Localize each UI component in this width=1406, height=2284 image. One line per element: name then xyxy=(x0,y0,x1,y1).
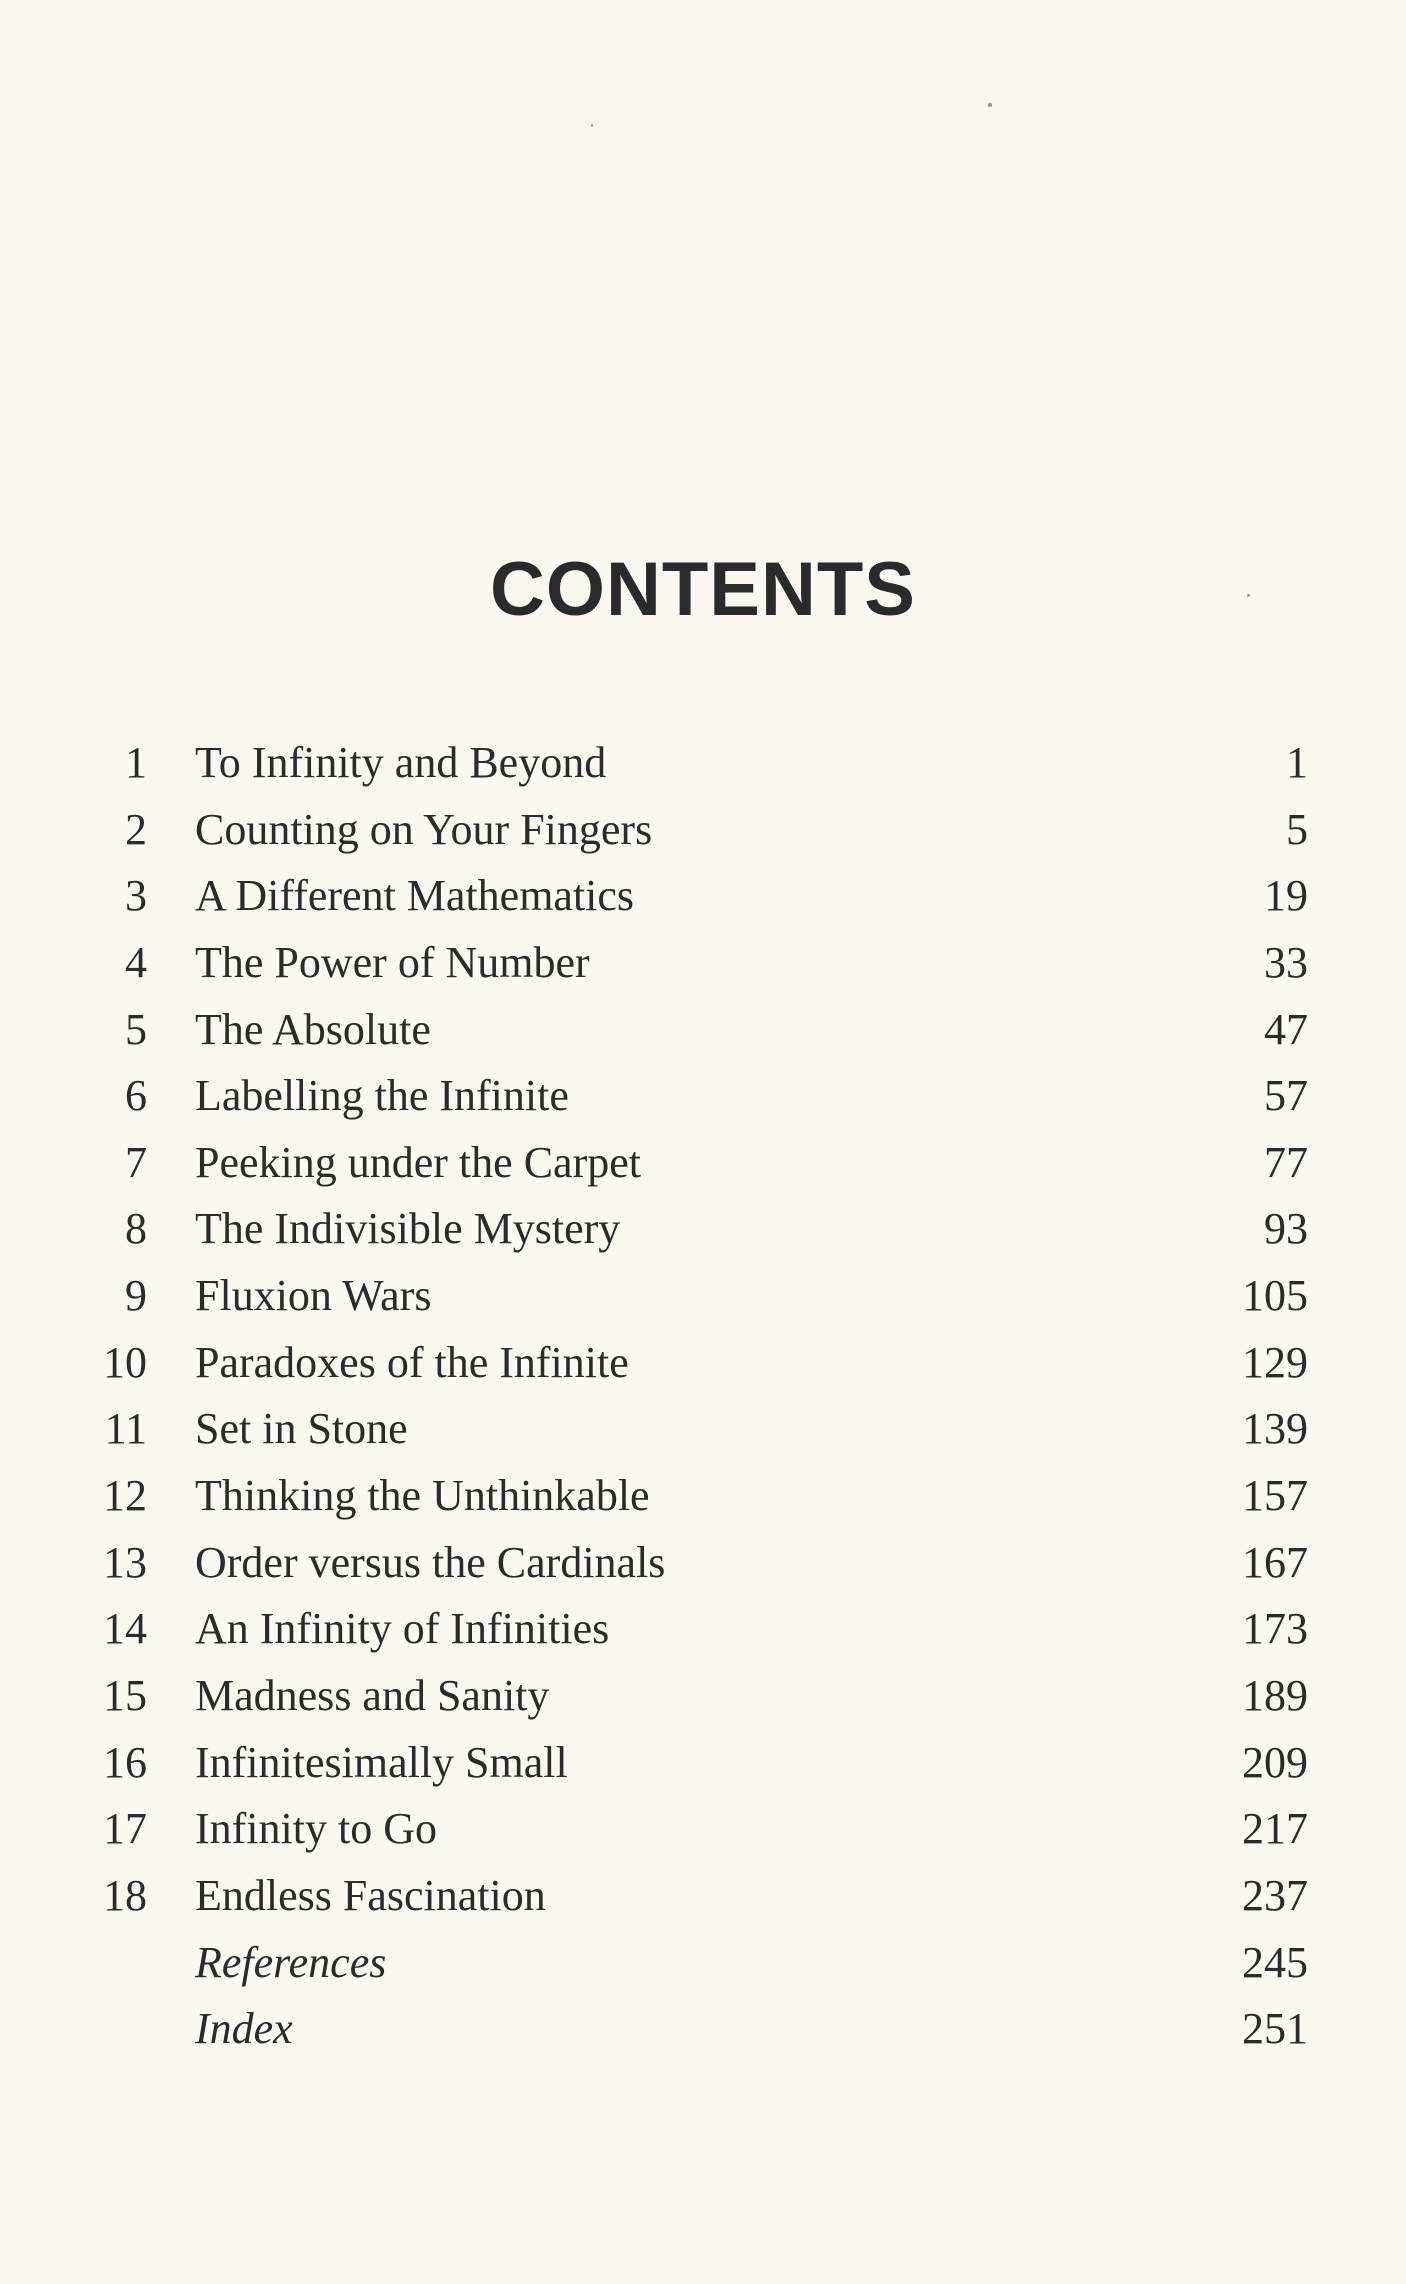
toc-entry xyxy=(0,1863,1406,1930)
page-number: 33 xyxy=(1264,937,1308,987)
chapter-title: Peeking under the Carpet xyxy=(195,1137,641,1187)
chapter-number: 8 xyxy=(125,1204,147,1254)
chapter-number: 13 xyxy=(103,1537,147,1587)
page-number: 173 xyxy=(1242,1604,1308,1654)
toc-entry xyxy=(0,1996,1406,2063)
paper-speck xyxy=(591,124,593,127)
page-number: 245 xyxy=(1242,1937,1308,1987)
toc-entry xyxy=(0,930,1406,997)
toc-entry xyxy=(0,997,1406,1064)
chapter-number: 12 xyxy=(103,1471,147,1521)
chapter-title: Endless Fascination xyxy=(195,1870,546,1920)
chapter-number: 18 xyxy=(103,1870,147,1920)
chapter-title: Labelling the Infinite xyxy=(195,1071,569,1121)
chapter-title: Fluxion Wars xyxy=(195,1271,432,1321)
table-of-contents xyxy=(0,730,1406,2063)
chapter-title: An Infinity of Infinities xyxy=(195,1604,610,1654)
chapter-title: Paradoxes of the Infinite xyxy=(195,1337,629,1387)
chapter-title: Madness and Sanity xyxy=(195,1670,550,1720)
chapter-number: 7 xyxy=(125,1137,147,1187)
toc-entry xyxy=(0,1730,1406,1797)
chapter-number: 16 xyxy=(103,1737,147,1787)
chapter-number: 14 xyxy=(103,1604,147,1654)
chapter-title: To Infinity and Beyond xyxy=(195,738,607,787)
chapter-number: 9 xyxy=(125,1271,147,1321)
toc-entry xyxy=(0,1196,1406,1263)
page-number: 217 xyxy=(1242,1804,1308,1854)
chapter-number: 4 xyxy=(125,937,147,987)
chapter-number: 10 xyxy=(103,1337,147,1387)
chapter-title: The Power of Number xyxy=(195,937,590,987)
toc-entry xyxy=(0,1930,1406,1997)
chapter-title: The Indivisible Mystery xyxy=(195,1204,621,1254)
page-number: 19 xyxy=(1264,871,1308,921)
toc-entry xyxy=(0,1796,1406,1863)
chapter-number: 15 xyxy=(103,1670,147,1720)
toc-entry xyxy=(0,1130,1406,1197)
chapter-title: Thinking the Unthinkable xyxy=(195,1471,650,1521)
page-number: 1 xyxy=(1286,738,1308,787)
chapter-title: Infinity to Go xyxy=(195,1804,437,1854)
chapter-number: 1 xyxy=(125,738,147,787)
page-number: 157 xyxy=(1242,1471,1308,1521)
toc-entry xyxy=(0,730,1406,797)
references-title: References xyxy=(195,1937,387,1987)
toc-entry xyxy=(0,863,1406,930)
chapter-number: 2 xyxy=(125,804,147,854)
chapter-number: 11 xyxy=(104,1404,147,1454)
chapter-title: Set in Stone xyxy=(195,1404,408,1454)
page-number: 105 xyxy=(1242,1271,1308,1321)
toc-entry xyxy=(0,797,1406,864)
toc-entry xyxy=(0,1530,1406,1597)
page-number: 251 xyxy=(1242,2004,1308,2054)
toc-entry xyxy=(0,1663,1406,1730)
chapter-title: Counting on Your Fingers xyxy=(195,804,653,854)
toc-entry xyxy=(0,1396,1406,1463)
page-number: 167 xyxy=(1242,1537,1308,1587)
toc-entry xyxy=(0,1063,1406,1130)
toc-entry xyxy=(0,1263,1406,1330)
chapter-title: Infinitesimally Small xyxy=(195,1737,568,1787)
chapter-title: A Different Mathematics xyxy=(195,871,635,921)
page-number: 57 xyxy=(1264,1071,1308,1121)
toc-entry xyxy=(0,1330,1406,1397)
chapter-number: 3 xyxy=(125,871,147,921)
chapter-number: 17 xyxy=(103,1804,147,1854)
page-number: 77 xyxy=(1264,1137,1308,1187)
chapter-title: The Absolute xyxy=(195,1004,431,1054)
toc-entry xyxy=(0,1596,1406,1663)
chapter-title: Order versus the Cardinals xyxy=(195,1537,666,1587)
page-number: 93 xyxy=(1264,1204,1308,1254)
page-number: 189 xyxy=(1242,1670,1308,1720)
page-number: 5 xyxy=(1286,804,1308,854)
chapter-number: 5 xyxy=(125,1004,147,1054)
page-number: 47 xyxy=(1264,1004,1308,1054)
chapter-number: 6 xyxy=(125,1071,147,1121)
page-number: 209 xyxy=(1242,1737,1308,1787)
page-number: 237 xyxy=(1242,1870,1308,1920)
page-number: 129 xyxy=(1242,1337,1308,1387)
index-title: Index xyxy=(195,2004,293,2054)
page-number: 139 xyxy=(1242,1404,1308,1454)
toc-entry xyxy=(0,1463,1406,1530)
page-title: CONTENTS xyxy=(490,547,916,632)
paper-speck xyxy=(988,103,992,107)
